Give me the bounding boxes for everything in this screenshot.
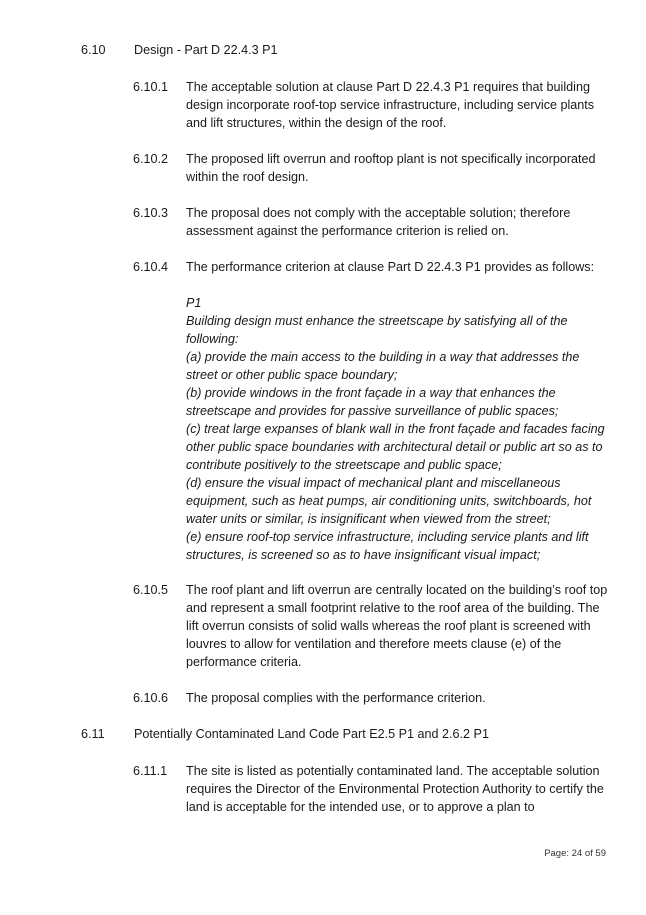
paragraph-text: The proposed lift overrun and rooftop plant is not specifically incorporated within the roof design.: [186, 152, 596, 184]
quote-item-a: (a) provide the main access to the building in a way that addresses the street or other public space boundary;: [186, 350, 580, 382]
paragraph-text: The performance criterion at clause Part D 22.4.3 P1 provides as follows:: [186, 260, 595, 274]
paragraph-text: The roof plant and lift overrun are centrally located on the building’s roof top and represent a small footprint relative to the roof area of the building. The lift overrun consists of solid walls whereas the roof plant is screened with louvres to allow for ventilation and therefore meets clause (e) of the performance criteria.: [186, 583, 608, 669]
paragraph-number: 6.11.1: [133, 764, 168, 778]
performance-criterion-quote: [186, 294, 606, 564]
paragraph-number: 6.10.6: [133, 691, 169, 705]
quote-intro: Building design must enhance the streetscape by satisfying all of the following:: [186, 314, 568, 346]
quote-item-b: (b) provide windows in the front façade in a way that enhances the streetscape and provides for passive surveillance of public spaces;: [186, 386, 559, 418]
paragraph-number: 6.10.3: [133, 206, 169, 220]
quote-item-c: (c) treat large expanses of blank wall in the front façade and facades facing other public space boundaries with architectural detail or public art so as to contribute positively to the streetscape and public space;: [186, 422, 605, 472]
paragraph-text: The proposal does not comply with the acceptable solution; therefore assessment against the performance criterion is relied on.: [186, 206, 571, 238]
quote-item-d: (d) ensure the visual impact of mechanical plant and miscellaneous equipment, such as heat pumps, air conditioning units, switchboards, hot water units or similar, is insignificant when viewed from the street;: [186, 476, 592, 526]
paragraph-number: 6.10.2: [133, 152, 169, 166]
section-number: 6.11: [81, 727, 105, 741]
section-number: 6.10: [81, 43, 106, 57]
paragraph-text: The acceptable solution at clause Part D 22.4.3 P1 requires that building design incorporate roof-top service infrastructure, including service plants and lift structures, within the design of the roof.: [186, 80, 595, 130]
quote-heading: P1: [186, 296, 202, 310]
section-title: Design - Part D 22.4.3 P1: [134, 43, 278, 57]
paragraph-text: The site is listed as potentially contaminated land. The acceptable solution requires the Director of the Environmental Protection Authority to certify the land is acceptable for the intended use, or to approve a plan to: [186, 764, 604, 814]
paragraph-number: 6.10.4: [133, 260, 169, 274]
page-number-footer: Page: 24 of 59: [544, 848, 606, 859]
quote-item-e: (e) ensure roof-top service infrastructure, including service plants and lift structures, is screened so as to have insignificant visual impact;: [186, 530, 589, 562]
paragraph-text: The proposal complies with the performance criterion.: [186, 691, 486, 705]
paragraph-number: 6.10.5: [133, 583, 169, 597]
paragraph-number: 6.10.1: [133, 80, 169, 94]
section-title: Potentially Contaminated Land Code Part E2.5 P1 and 2.6.2 P1: [134, 727, 489, 741]
